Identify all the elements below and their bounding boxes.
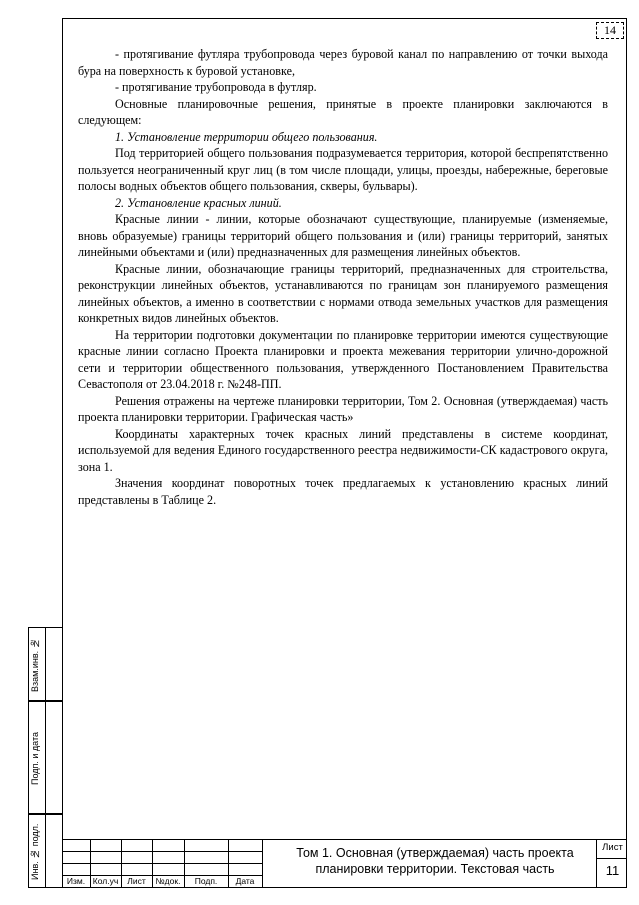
paragraph: Красные линии, обозначающие границы территорий, предназначенных для строительства, реконструкции линейных объектов, устанавливаются по границам зон планируемого размещения линейных объектов, а именно в соответствии с нормами отвода земельных участков для размещения конкретных видов линейных объектов.: [78, 261, 608, 325]
document-body: [78, 46, 608, 508]
document-title: Том 1. Основная (утверждаемая) часть проекта планировки территории. Текстовая часть: [296, 846, 574, 876]
side-stamp-label: Инв. № подл.: [30, 823, 40, 881]
paragraph: Координаты характерных точек красных линий представлены в системе координат, используемой для ведения Единого государственного реестра недвижимости-СК кадастрового округа, зона 1.: [78, 426, 608, 474]
stamp-col-ndok: №док.: [155, 876, 181, 886]
side-stamp-vzam: [28, 627, 62, 701]
side-stamp-label: Взам.инв. №: [30, 638, 40, 692]
stamp-col-kolvo: Кол.уч: [92, 876, 119, 886]
side-stamp-podp: [28, 701, 62, 814]
stamp-col-list: Лист: [127, 876, 146, 886]
paragraph: Решения отражены на чертеже планировки территории, Том 2. Основная (утверждаемая) часть проекта планировки территории. Графическая часть»: [78, 393, 608, 424]
paragraph: Красные линии - линии, которые обозначают существующие, планируемые (изменяемые, вновь образуемые) границы территорий общего пользования и (или) границы территорий, занятых линейными объектами и (или) предназначенных для размещения линейных объектов.: [78, 212, 608, 259]
paragraph: Под территорией общего пользования подразумевается территория, которой беспрепятственно пользуется неограниченный круг лиц (в том числе площади, улицы, проезды, набережные, береговые полосы водных объектов общего пользования, скверы, бульвары).: [78, 146, 608, 193]
section-heading: 2. Установление красных линий.: [115, 195, 282, 210]
sheet-number: 11: [605, 863, 620, 878]
side-stamp-label: Подп. и дата: [30, 732, 40, 786]
paragraph: - протягивание футляра трубопровода через буровой канал по направлению от точки выхода бура на поверхность к буровой установке,: [78, 47, 608, 78]
stamp-col-data: Дата: [235, 876, 255, 886]
paragraph: Значения координат поворотных точек предлагаемых к установлению красных линий представлены в Таблице 2.: [78, 476, 608, 507]
section-heading: 1. Установление территории общего пользования.: [115, 129, 378, 144]
paragraph: Основные планировочные решения, принятые в проекте планировки заключаются в следующем:: [78, 96, 608, 127]
paragraph: На территории подготовки документации по планировке территории имеются существующие красные линии согласно Проекта планировки и проекта межевания территории улично-дорожной сети и территории общественного пользования, утвержденного Постановлением Правительства Севастополя от 23.04.2018 г. №248-ПП.: [78, 327, 608, 391]
paragraph: - протягивание трубопровода в футляр.: [115, 80, 317, 94]
page-number-top: 14: [596, 22, 624, 39]
side-stamp-inv: [28, 814, 62, 888]
stamp-col-izm: Изм.: [66, 876, 86, 886]
title-block: [62, 839, 627, 888]
sheet-label: Лист: [602, 842, 623, 853]
stamp-col-podp: Подп.: [194, 876, 218, 886]
